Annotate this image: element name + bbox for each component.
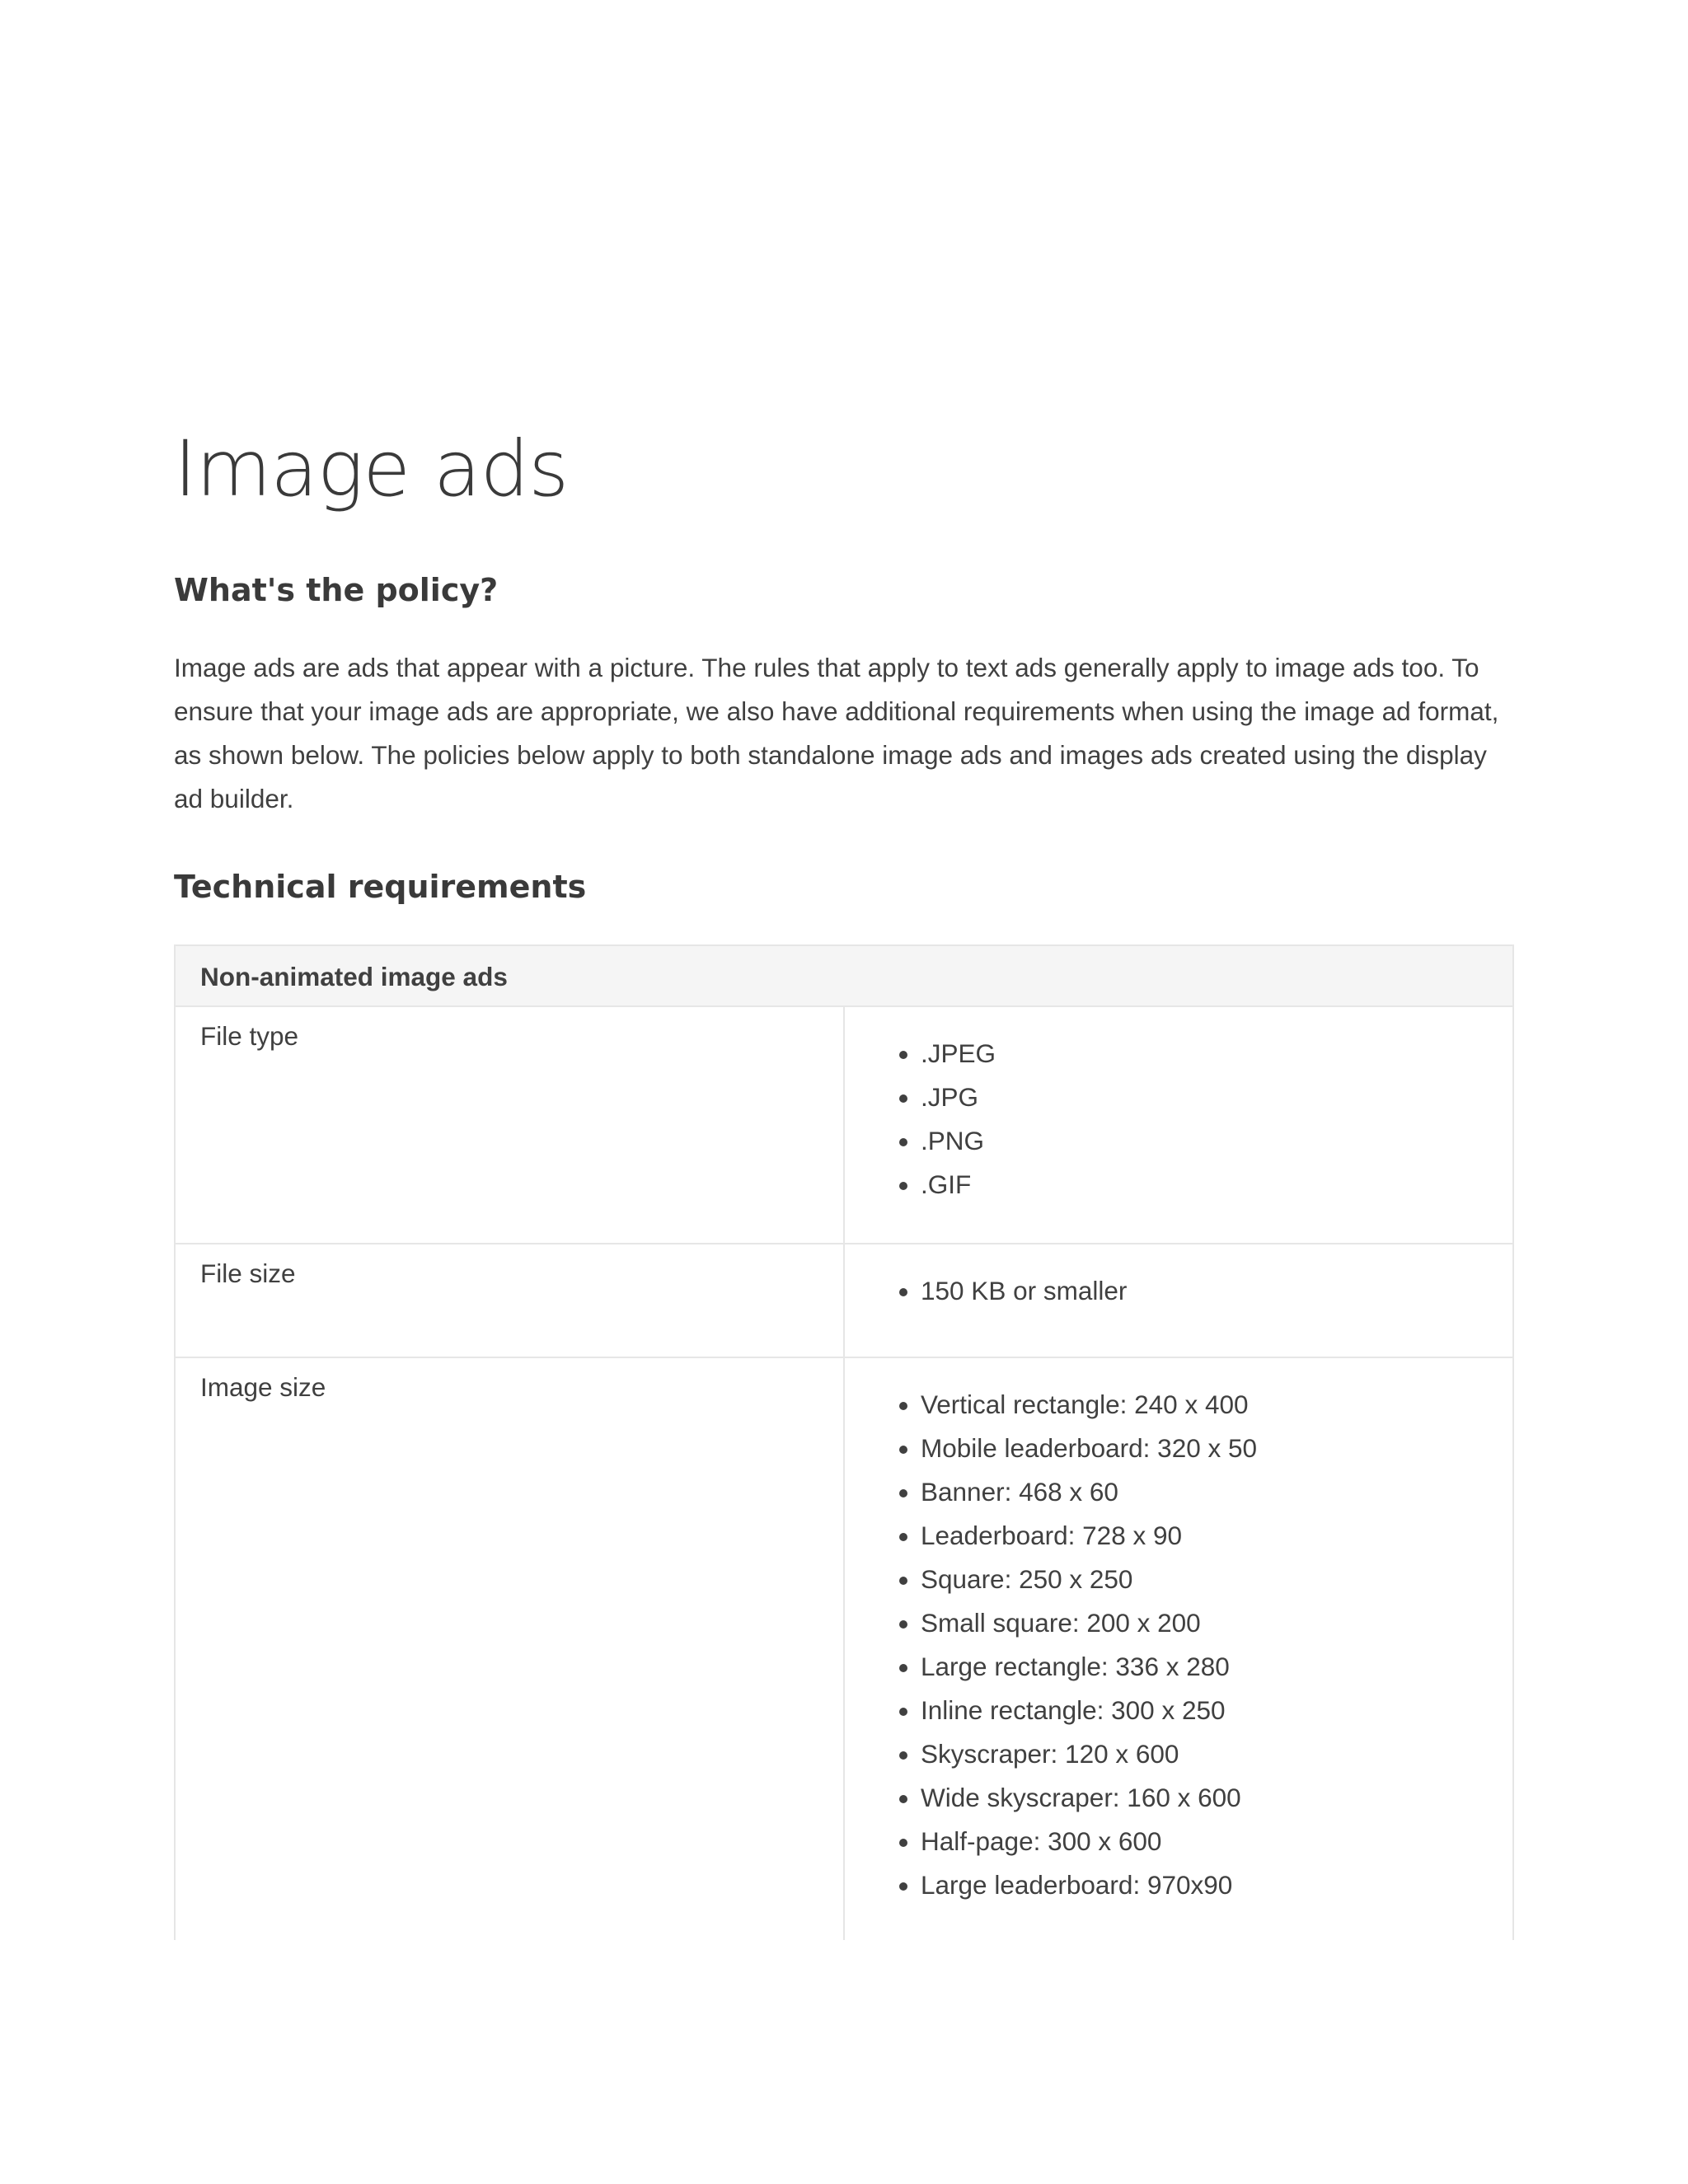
row-label: File size bbox=[175, 1244, 844, 1357]
list-item: • Mobile leaderboard: 320 x 50 bbox=[921, 1427, 1488, 1470]
document-page bbox=[174, 412, 1514, 1940]
table-header: Non-animated image ads bbox=[175, 945, 1513, 1006]
list-item: • .JPG bbox=[921, 1076, 1488, 1119]
table-row-file-type bbox=[175, 1006, 1513, 1244]
list-item: • Wide skyscraper: 160 x 600 bbox=[921, 1776, 1488, 1820]
list-item: • Vertical rectangle: 240 x 400 bbox=[921, 1383, 1488, 1427]
file-size-list bbox=[870, 1269, 1488, 1313]
list-item: • .GIF bbox=[921, 1163, 1488, 1207]
requirements-table bbox=[174, 944, 1514, 1940]
list-item: • Inline rectangle: 300 x 250 bbox=[921, 1689, 1488, 1732]
list-item: • Half-page: 300 x 600 bbox=[921, 1820, 1488, 1863]
list-item: • Leaderboard: 728 x 90 bbox=[921, 1514, 1488, 1558]
row-label: File type bbox=[175, 1006, 844, 1244]
policy-body: Image ads are ads that appear with a picture. The rules that apply to text ads generally apply to image ads too. To ensure that your image ads are appropriate, we also have additional requirements when using the image ad format, as shown below. The policies below apply to both standalone image ads and images ads created using the display ad builder. bbox=[174, 653, 1499, 813]
list-item: • Square: 250 x 250 bbox=[921, 1558, 1488, 1601]
file-type-list bbox=[870, 1032, 1488, 1207]
table-header-row bbox=[175, 945, 1513, 1006]
list-item: • Small square: 200 x 200 bbox=[921, 1601, 1488, 1645]
list-item: • Large leaderboard: 970x90 bbox=[921, 1863, 1488, 1907]
page-title: Image ads bbox=[174, 424, 569, 514]
list-item: • Skyscraper: 120 x 600 bbox=[921, 1732, 1488, 1776]
technical-requirements-heading: Technical requirements bbox=[174, 869, 587, 905]
list-item: • Large rectangle: 336 x 280 bbox=[921, 1645, 1488, 1689]
row-values bbox=[844, 1357, 1513, 1940]
policy-heading: What's the policy? bbox=[174, 572, 499, 608]
list-item: • Banner: 468 x 60 bbox=[921, 1470, 1488, 1514]
row-label: Image size bbox=[175, 1357, 844, 1940]
row-values bbox=[844, 1006, 1513, 1244]
list-item: • .PNG bbox=[921, 1119, 1488, 1163]
list-item: • 150 KB or smaller bbox=[921, 1269, 1488, 1313]
row-values bbox=[844, 1244, 1513, 1357]
list-item: • .JPEG bbox=[921, 1032, 1488, 1076]
image-size-list bbox=[870, 1383, 1488, 1907]
table-row-image-size bbox=[175, 1357, 1513, 1940]
table-row-file-size bbox=[175, 1244, 1513, 1357]
